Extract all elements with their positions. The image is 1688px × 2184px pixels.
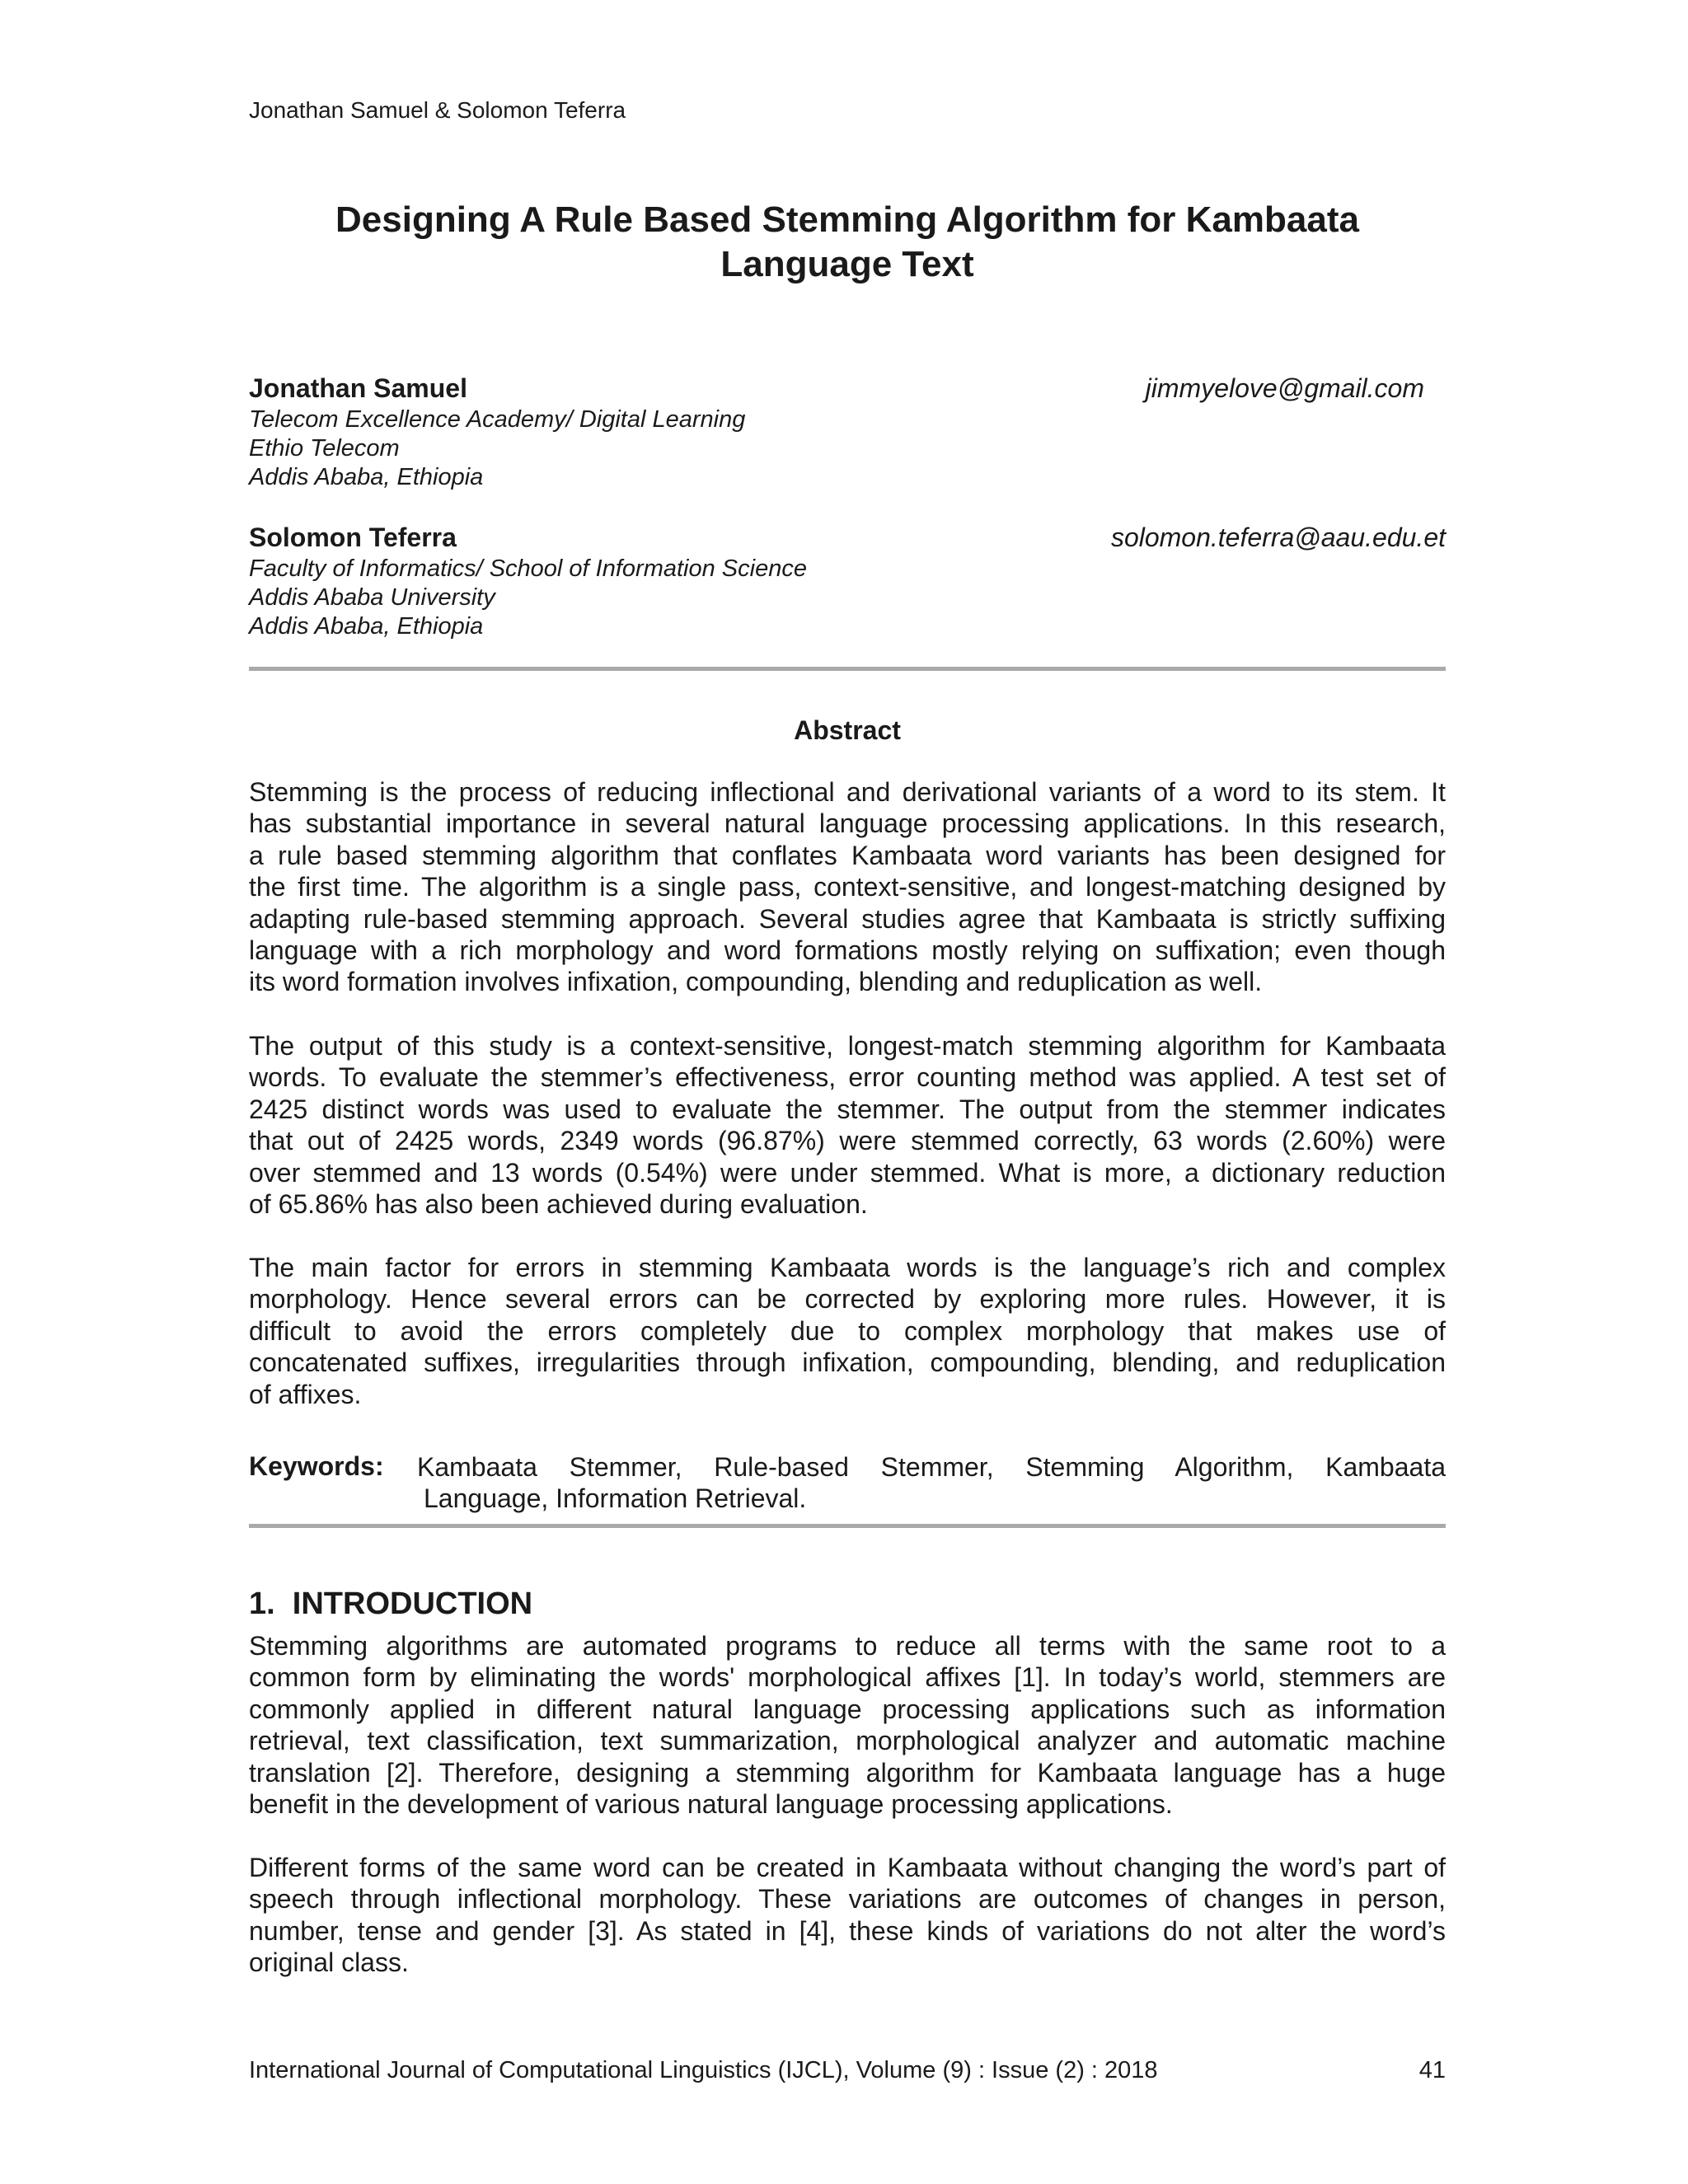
abstract-heading: Abstract — [794, 715, 901, 745]
author-affiliation — [249, 555, 807, 641]
keywords-line: Language, Information Retrieval. — [424, 1483, 807, 1514]
author-name: Jonathan Samuel — [249, 373, 467, 403]
title-line: Language Text — [720, 244, 974, 284]
abstract-paragraph — [249, 776, 1446, 998]
text-line: benefit in the development of various natural language processing applications. — [249, 1789, 1173, 1820]
text-line: Stemming algorithms are automated programs to reduce all terms with the same root to a — [249, 1631, 1446, 1661]
text-line: common form by eliminating the words' morphological affixes [1]. In today’s world, stemmers are — [249, 1662, 1446, 1693]
text-line: has substantial importance in several natural language processing applications. In this research, — [249, 808, 1446, 839]
text-line: The main factor for errors in stemming Kambaata words is the language’s rich and complex — [249, 1253, 1446, 1282]
text-line: words. To evaluate the stemmer’s effectiveness, error counting method was applied. A test set of — [249, 1062, 1446, 1093]
abstract-paragraph — [249, 1030, 1446, 1220]
keywords-line: Kambaata Stemmer, Rule-based Stemmer, Stemming Algorithm, Kambaata — [417, 1452, 1446, 1482]
text-line: retrieval, text classification, text summarization, morphological analyzer and automatic machine — [249, 1726, 1446, 1756]
text-line: that out of 2425 words, 2349 words (96.87%) were stemmed correctly, 63 words (2.60%) were — [249, 1126, 1446, 1156]
body-paragraph — [249, 1630, 1446, 1820]
divider — [249, 1524, 1446, 1528]
keywords-label: Keywords: — [249, 1451, 384, 1481]
affiliation-line: Addis Ababa, Ethiopia — [249, 613, 484, 640]
text-line: Different forms of the same word can be created in Kambaata without changing the word’s part of — [249, 1853, 1446, 1882]
text-line: The output of this study is a context-sensitive, longest-match stemming algorithm for Kambaata — [249, 1031, 1446, 1061]
text-line: its word formation involves infixation, compounding, blending and reduplication as well. — [249, 967, 1263, 997]
author-name: Solomon Teferra — [249, 523, 457, 552]
text-line: translation [2]. Therefore, designing a stemming algorithm for Kambaata language has a huge — [249, 1757, 1446, 1788]
affiliation-line: Addis Ababa, Ethiopia — [249, 464, 484, 490]
text-line: adapting rule-based stemming approach. Several studies agree that Kambaata is strictly suffixing — [249, 903, 1446, 934]
author-email: solomon.teferra@aau.edu.et — [1110, 523, 1446, 552]
text-line: concatenated suffixes, irregularities through infixation, compounding, blending, and reduplication — [249, 1347, 1446, 1378]
text-line: over stemmed and 13 words (0.54%) were under stemmed. What is more, a dictionary reduction — [249, 1157, 1446, 1188]
page-number: 41 — [1418, 2057, 1446, 2083]
paper-title — [249, 198, 1446, 287]
text-line: number, tense and gender [3]. As stated in [4], these kinds of variations do not alter the word’s — [249, 1915, 1446, 1946]
section-heading: 1. INTRODUCTION — [249, 1586, 533, 1621]
text-line: language with a rich morphology and word formations mostly relying on suffixation; even though — [249, 935, 1446, 966]
author-affiliation — [249, 405, 745, 492]
text-line: a rule based stemming algorithm that conflates Kambaata word variants has been designed for — [249, 840, 1446, 870]
title-line: Designing A Rule Based Stemming Algorithm for Kambaata — [335, 199, 1359, 240]
affiliation-line: Addis Ababa University — [249, 584, 495, 611]
text-line: of affixes. — [249, 1379, 362, 1409]
text-line: morphology. Hence several errors can be corrected by exploring more rules. However, it is — [249, 1284, 1446, 1315]
body-paragraph — [249, 1852, 1446, 1979]
text-line: commonly applied in different natural language processing applications such as information — [249, 1694, 1446, 1724]
text-line: 2425 distinct words was used to evaluate the stemmer. The output from the stemmer indicates — [249, 1094, 1446, 1124]
text-line: speech through inflectional morphology. These variations are outcomes of changes in person, — [249, 1884, 1446, 1915]
text-line: difficult to avoid the errors completely due to complex morphology that makes use of — [249, 1315, 1446, 1346]
text-line: original class. — [249, 1947, 409, 1978]
author-email: jimmyelove@gmail.com — [1145, 373, 1424, 403]
text-line: Stemming is the process of reducing inflectional and derivational variants of a word to its stem. It — [249, 777, 1446, 807]
divider — [249, 667, 1446, 671]
text-line: of 65.86% has also been achieved during evaluation. — [249, 1189, 868, 1220]
keywords-text — [417, 1451, 1446, 1515]
affiliation-line: Ethio Telecom — [249, 435, 400, 462]
affiliation-line: Faculty of Informatics/ School of Information Science — [249, 555, 807, 582]
text-line: the first time. The algorithm is a single pass, context-sensitive, and longest-matching designed by — [249, 872, 1446, 902]
abstract-paragraph — [249, 1252, 1446, 1410]
running-header: Jonathan Samuel & Solomon Teferra — [249, 97, 626, 123]
affiliation-line: Telecom Excellence Academy/ Digital Learning — [249, 406, 746, 433]
footer-journal: International Journal of Computational Linguistics (IJCL), Volume (9) : Issue (2) : 2018 — [249, 2057, 1158, 2083]
